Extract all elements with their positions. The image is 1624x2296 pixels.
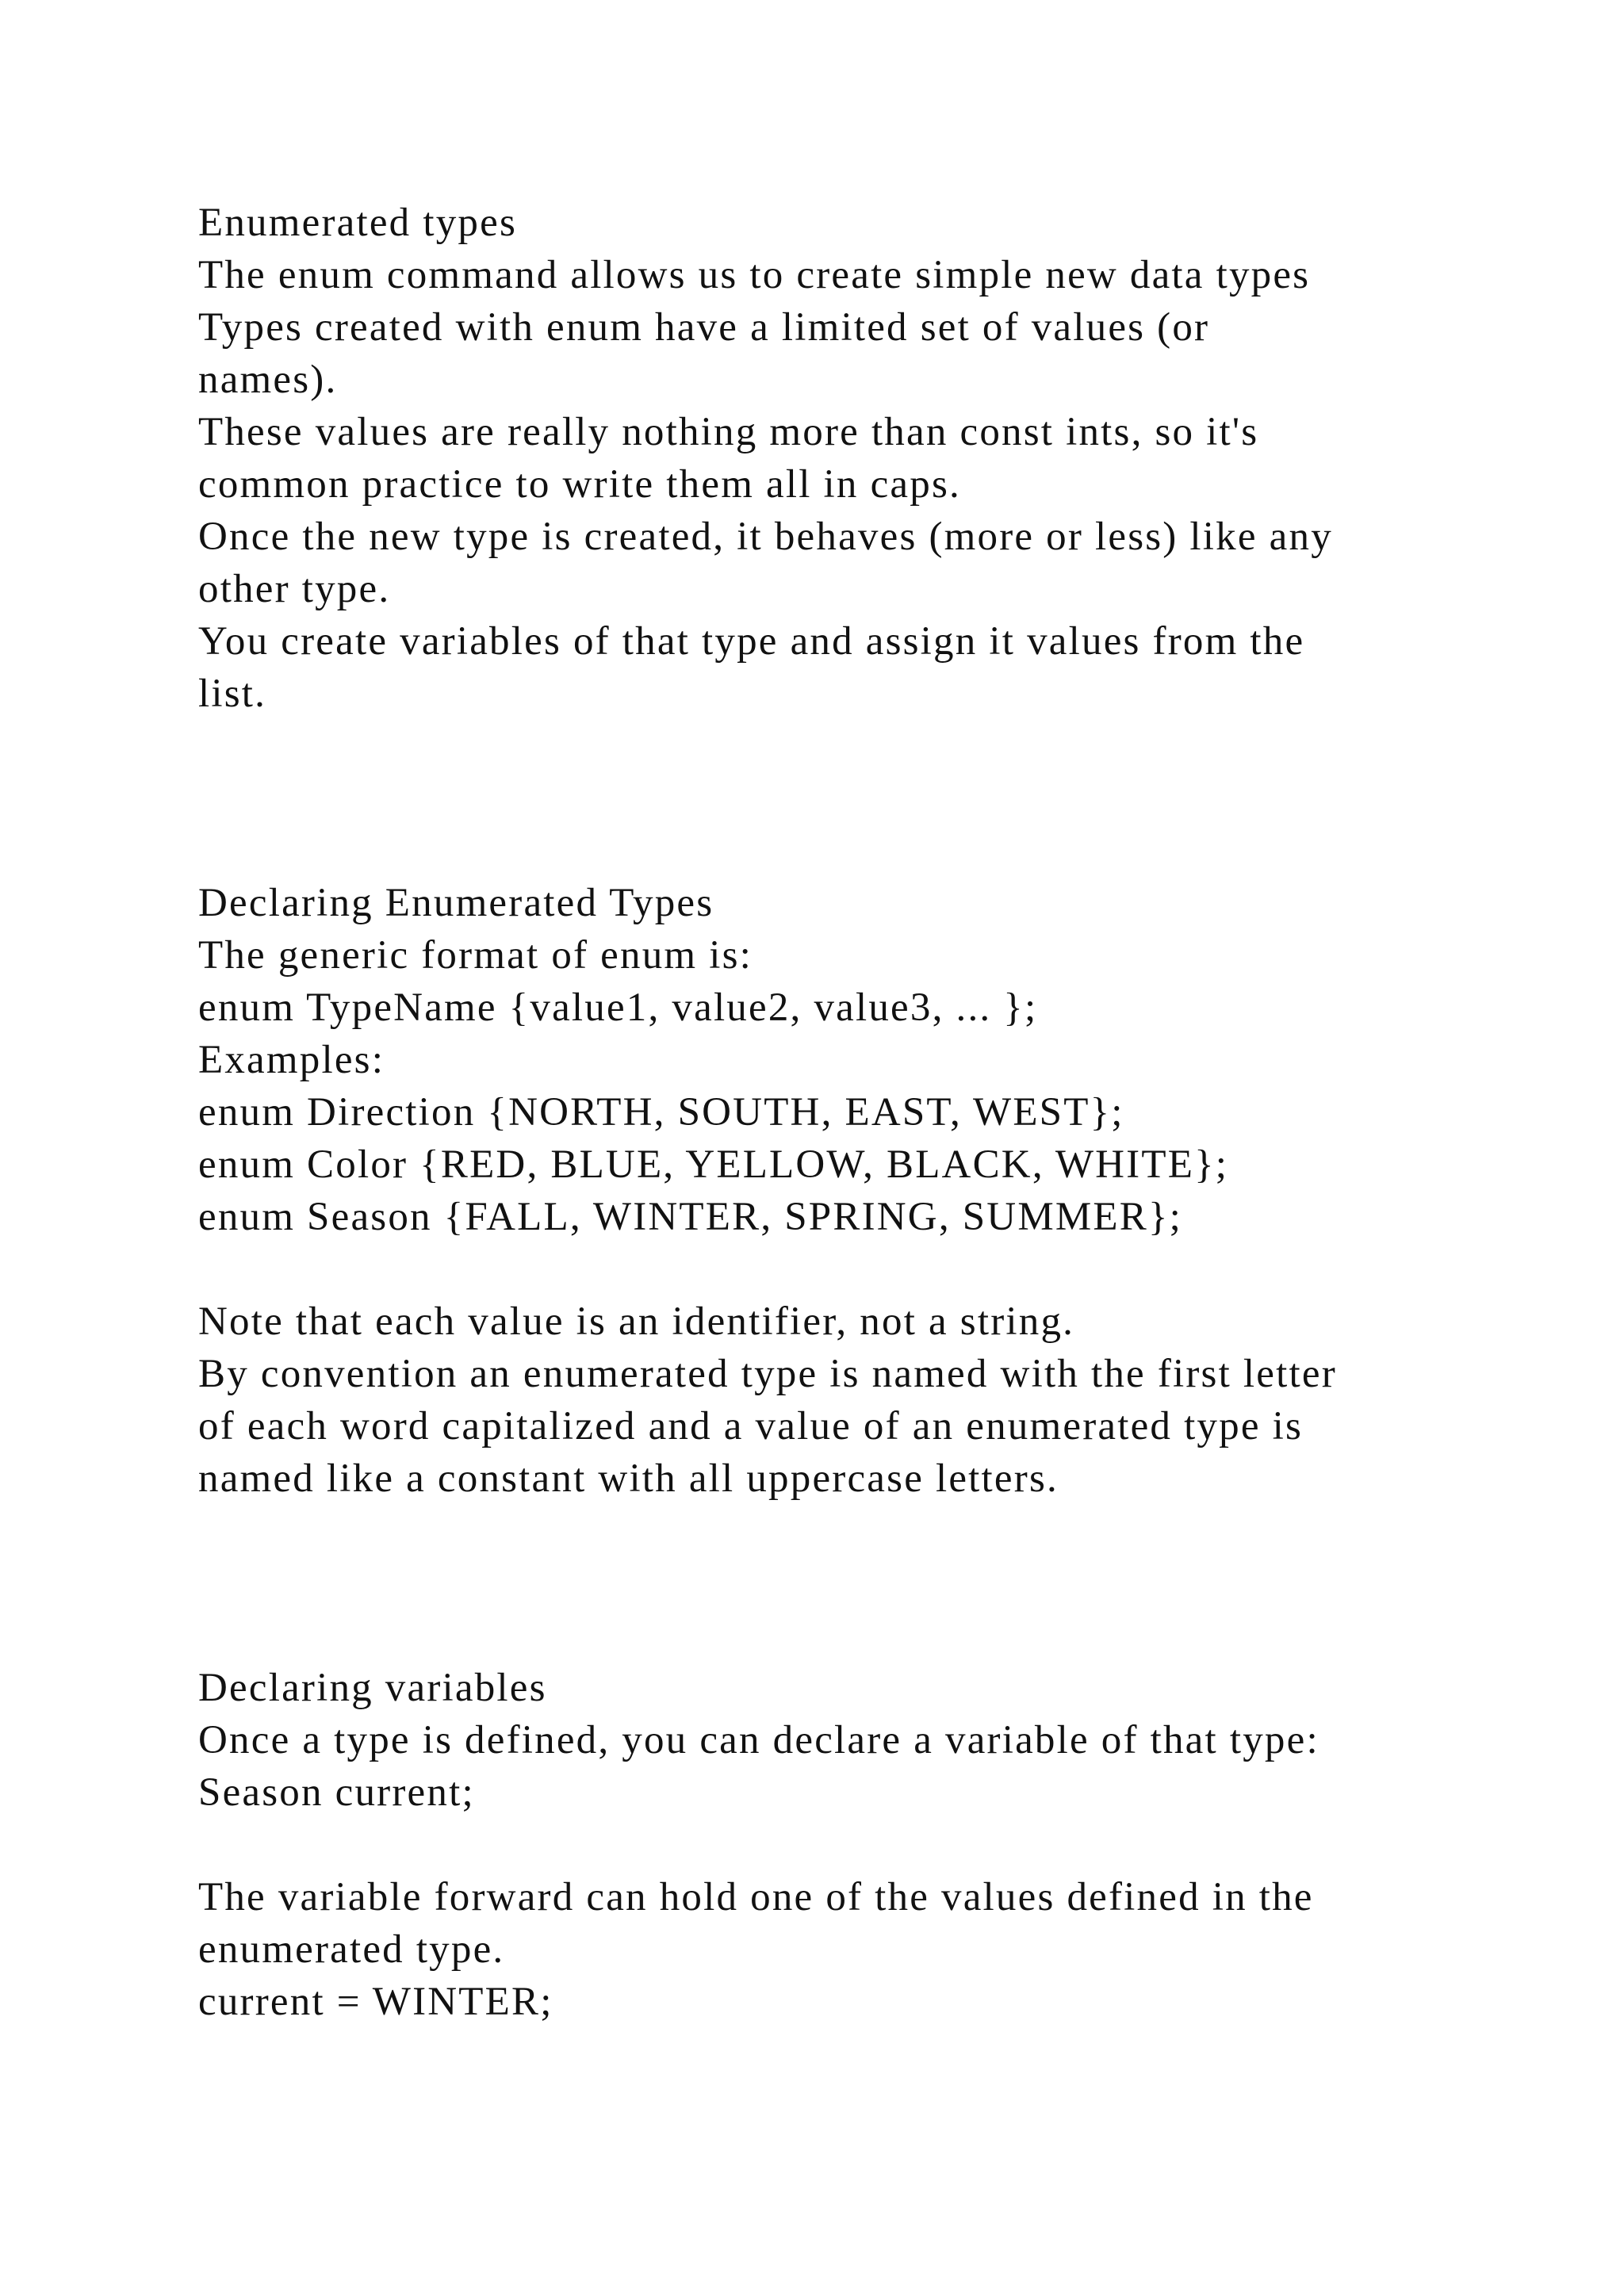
text-line: The enum command allows us to create simple new data types (198, 253, 1311, 297)
code-line: Season current; (198, 1770, 475, 1815)
blank-line (198, 1819, 1499, 1871)
text-line: names). (198, 358, 338, 402)
blank-line (198, 1609, 1499, 1662)
text-line: By convention an enumerated type is named with the first letter (198, 1352, 1337, 1396)
text-line: Examples: (198, 1038, 385, 1082)
text-line: list. (198, 672, 267, 716)
text-line: Once the new type is created, it behaves (more or less) like any (198, 515, 1333, 559)
text-line: These values are really nothing more than const ints, so it's (198, 410, 1259, 454)
code-line: enum TypeName {value1, value2, value3, ... }; (198, 985, 1038, 1030)
code-line: current = WINTER; (198, 1980, 553, 2024)
section-heading: Enumerated types (198, 201, 517, 245)
document-body (198, 197, 1499, 2028)
text-line: named like a constant with all uppercase letters. (198, 1456, 1059, 1501)
blank-line (198, 772, 1499, 825)
text-line: You create variables of that type and assign it values from the (198, 619, 1305, 664)
section-heading: Declaring Enumerated Types (198, 881, 714, 925)
blank-line (198, 1243, 1499, 1295)
text-line: Once a type is defined, you can declare a variable of that type: (198, 1718, 1320, 1762)
text-line: The generic format of enum is: (198, 933, 753, 978)
code-line: enum Season {FALL, WINTER, SPRING, SUMMER}; (198, 1195, 1183, 1239)
text-line: common practice to write them all in caps. (198, 462, 961, 507)
section-heading: Declaring variables (198, 1666, 547, 1710)
text-line: The variable forward can hold one of the values defined in the (198, 1875, 1314, 1919)
blank-line (198, 1505, 1499, 1557)
text-line: enumerated type. (198, 1927, 505, 1972)
text-line: other type. (198, 567, 391, 611)
blank-line (198, 720, 1499, 772)
text-line: Note that each value is an identifier, not a string. (198, 1299, 1075, 1344)
code-line: enum Color {RED, BLUE, YELLOW, BLACK, WHITE}; (198, 1142, 1229, 1187)
code-line: enum Direction {NORTH, SOUTH, EAST, WEST}; (198, 1090, 1124, 1135)
blank-line (198, 1557, 1499, 1609)
text-line: of each word capitalized and a value of an enumerated type is (198, 1404, 1304, 1448)
text-line: Types created with enum have a limited set of values (or (198, 305, 1210, 350)
blank-line (198, 825, 1499, 877)
